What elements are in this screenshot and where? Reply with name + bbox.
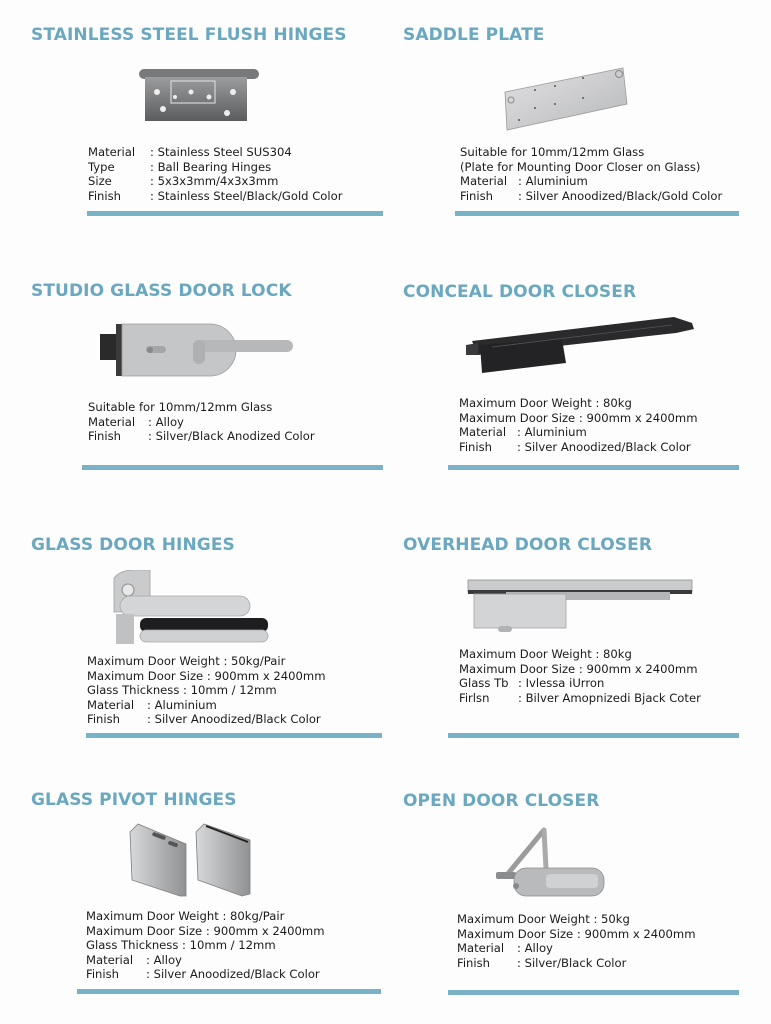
product-specs [87, 654, 326, 727]
product-title: STUDIO GLASS DOOR LOCK [31, 281, 292, 301]
product-specs [88, 145, 342, 203]
spec-line: Maximum Door Size : 900mm x 2400mm [459, 410, 698, 425]
spec-key: Material [86, 952, 134, 967]
glass-door-hinge-image [110, 570, 270, 646]
spec-key: Finish [460, 188, 494, 203]
product-specs [88, 400, 315, 444]
spec-value: : Stainless Steel/Black/Gold Color [150, 188, 343, 203]
spec-glass-thickness [459, 676, 701, 691]
spec-value: : Silver Anoodized/Black Color [146, 967, 320, 982]
spec-line: Maximum Door Size : 900mm x 2400mm [459, 661, 698, 676]
spec-key: Type [88, 159, 115, 174]
spec-line: Maximum Door Size : 900mm x 2400mm [457, 926, 696, 941]
spec-value: : Bilver Amopnizedi Bjack Coter [518, 690, 701, 705]
spec-value: : Aluminium [517, 425, 587, 440]
product-specs [459, 647, 701, 705]
spec-finish [459, 440, 698, 455]
spec-material [457, 941, 696, 956]
product-title: STAINLESS STEEL FLUSH HINGES [31, 25, 347, 45]
spec-value: : Silver/Black Anodized Color [148, 429, 315, 444]
spec-value: : Alloy [148, 414, 184, 429]
spec-value: : Silver/Black Color [517, 955, 627, 970]
product-specs [457, 912, 696, 970]
spec-key: Glass Tb [459, 676, 509, 691]
spec-material [86, 953, 325, 968]
spec-value: : Stainless Steel SUS304 [150, 145, 292, 159]
spec-line: Suitable for 10mm/12mm Glass [460, 145, 645, 159]
spec-value: : Alloy [517, 941, 553, 956]
spec-finish [457, 956, 696, 971]
spec-material [460, 174, 722, 189]
product-title: SADDLE PLATE [403, 25, 545, 45]
spec-size [88, 174, 342, 189]
spec-material [87, 698, 326, 713]
product-specs [460, 145, 722, 203]
product-title: CONCEAL DOOR CLOSER [403, 282, 637, 302]
section-divider-bar [448, 465, 739, 470]
conceal-door-closer-image [462, 315, 712, 380]
section-divider-bar [455, 211, 739, 216]
product-title: OVERHEAD DOOR CLOSER [403, 535, 653, 555]
section-divider-bar [86, 733, 382, 738]
spec-key: Material [87, 697, 135, 712]
spec-type [88, 160, 342, 175]
spec-value: : Ivlessa iUrron [518, 676, 605, 691]
spec-value: : Aluminium [147, 697, 217, 712]
spec-finish [459, 691, 701, 706]
spec-value: : Aluminium [518, 174, 588, 189]
spec-finish [88, 429, 315, 444]
spec-material [88, 415, 315, 430]
spec-line: Glass Thickness : 10mm / 12mm [86, 938, 276, 953]
spec-line: Maximum Door Weight : 50kg/Pair [87, 654, 286, 668]
spec-line: Suitable for 10mm/12mm Glass [88, 400, 273, 414]
spec-line: Maximum Door Weight : 80kg [459, 396, 632, 410]
product-title: GLASS PIVOT HINGES [31, 790, 237, 810]
spec-key: Finish [87, 712, 121, 727]
spec-line: Maximum Door Size : 900mm x 2400mm [87, 668, 326, 683]
spec-key: Size [88, 174, 112, 189]
section-divider-bar [87, 211, 383, 216]
spec-material [459, 425, 698, 440]
section-divider-bar [82, 465, 383, 470]
spec-key: Finish [88, 429, 122, 444]
spec-value: : 5x3x3mm/4x3x3mm [150, 174, 279, 189]
overhead-door-closer-image [466, 576, 698, 634]
spec-line: Glass Thickness : 10mm / 12mm [87, 683, 277, 698]
product-specs [459, 396, 698, 454]
product-title: OPEN DOOR CLOSER [403, 791, 600, 811]
spec-key: Firlsn [459, 690, 490, 705]
section-divider-bar [448, 733, 739, 738]
section-divider-bar [448, 990, 739, 995]
spec-line: (Plate for Mounting Door Closer on Glass) [460, 159, 701, 174]
spec-key: Finish [457, 955, 491, 970]
spec-finish [87, 712, 326, 727]
spec-value: : Silver Anoodized/Black/Gold Color [518, 188, 723, 203]
open-door-closer-image [494, 822, 606, 904]
spec-value: : Silver Anoodized/Black Color [147, 712, 321, 727]
glass-door-lock-image [100, 320, 300, 382]
section-divider-bar [77, 989, 381, 994]
spec-value: : Alloy [146, 952, 182, 967]
glass-pivot-hinge-image [128, 822, 258, 898]
spec-key: Material [459, 425, 507, 440]
spec-finish [88, 189, 342, 204]
product-specs [86, 909, 325, 982]
saddle-plate-image [503, 64, 629, 134]
spec-finish [86, 967, 325, 982]
spec-key: Finish [88, 188, 122, 203]
spec-line: Maximum Door Weight : 50kg [457, 912, 630, 926]
spec-material [88, 145, 342, 160]
spec-key: Material [457, 941, 505, 956]
spec-value: : Silver Anoodized/Black Color [517, 439, 691, 454]
spec-line: Maximum Door Weight : 80kg/Pair [86, 909, 285, 923]
product-title: GLASS DOOR HINGES [31, 535, 235, 555]
spec-key: Material [460, 174, 508, 189]
flush-hinge-image [137, 65, 265, 125]
spec-finish [460, 189, 722, 204]
spec-key: Material [88, 145, 136, 159]
spec-key: Material [88, 414, 136, 429]
spec-key: Finish [86, 967, 120, 982]
spec-line: Maximum Door Size : 900mm x 2400mm [86, 923, 325, 938]
spec-key: Finish [459, 439, 493, 454]
spec-line: Maximum Door Weight : 80kg [459, 647, 632, 661]
spec-value: : Ball Bearing Hinges [150, 159, 272, 174]
